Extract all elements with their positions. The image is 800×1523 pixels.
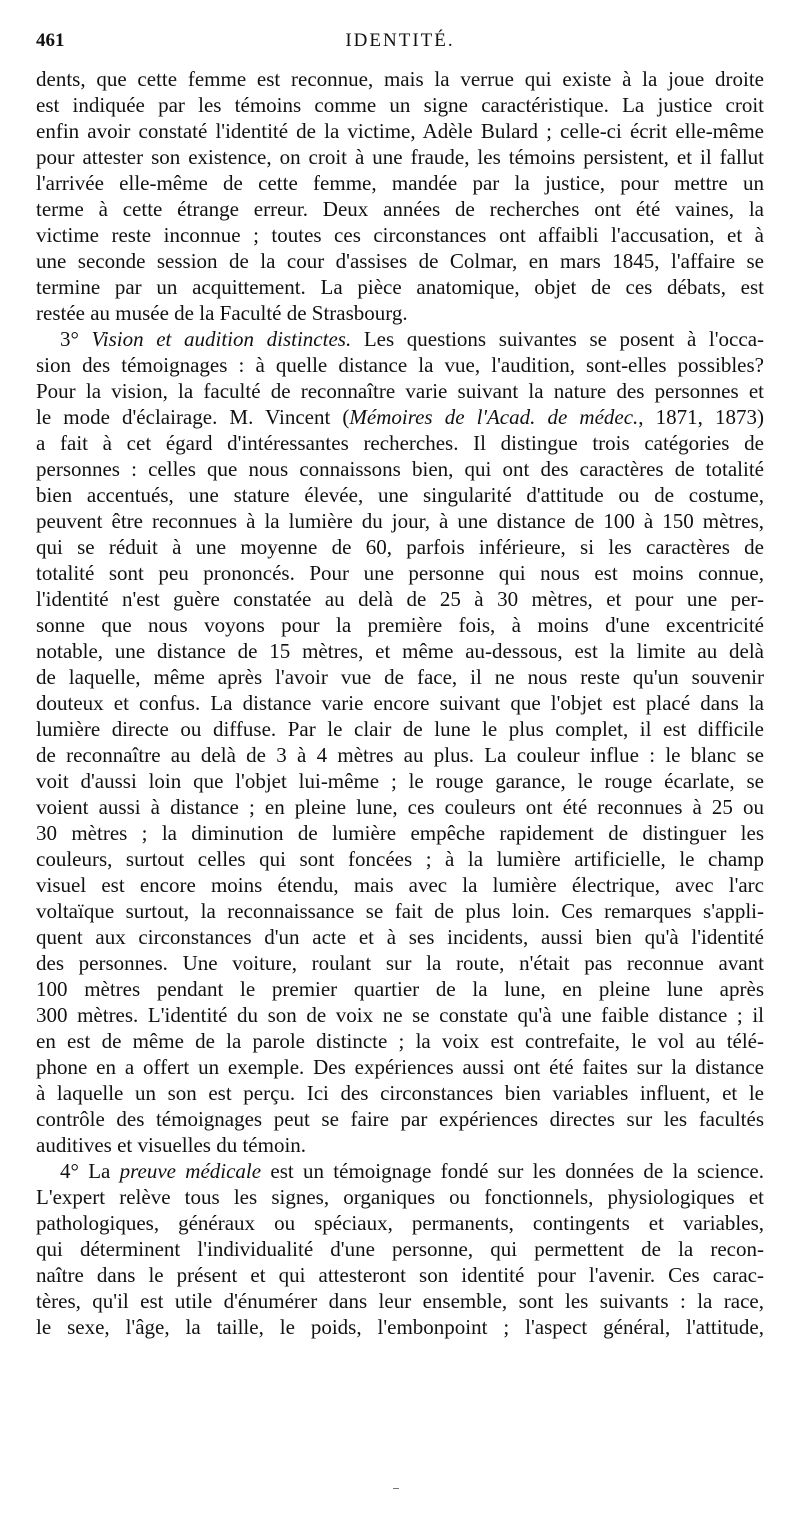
text-segment: visuel est encore moins étendu, mais avec la lumière électrique, avec l'arc: [36, 873, 764, 897]
text-line: [36, 664, 764, 690]
text-line: [36, 248, 764, 274]
text-line: [36, 378, 764, 404]
text-line: [36, 1184, 764, 1210]
text-segment: sion des témoignages : à quelle distance la vue, l'audition, sont-elles possibles?: [36, 353, 764, 377]
text-segment: voient aussi à distance ; en pleine lune, ces couleurs ont été reconnues à 25 ou: [36, 795, 764, 819]
text-segment: quent aux circonstances d'un acte et à ses incidents, aussi bien qu'à l'identité: [36, 925, 764, 949]
running-head: IDENTITÉ.: [345, 30, 455, 51]
text-line: [36, 924, 764, 950]
text-segment: qui déterminent l'individualité d'une personne, qui permettent de la recon-: [36, 1237, 764, 1261]
text-segment: l'arrivée elle-même de cette femme, mandée par la justice, pour mettre un: [36, 171, 764, 195]
text-segment: est un témoignage fondé sur les données de la science.: [261, 1159, 764, 1183]
text-segment: 30 mètres ; la diminution de lumière empêche rapidement de distinguer les: [36, 821, 764, 845]
text-line: [36, 326, 764, 352]
text-line: [36, 742, 764, 768]
text-segment: le sexe, l'âge, la taille, le poids, l'embonpoint ; l'aspect général, l'attitude,: [36, 1315, 764, 1339]
text-segment: des personnes. Une voiture, roulant sur la route, n'était pas reconnue avant: [36, 951, 764, 975]
text-line: [36, 950, 764, 976]
text-line: [36, 1158, 764, 1184]
text-line: [36, 170, 764, 196]
text-line: [36, 456, 764, 482]
text-segment: qui se réduit à une moyenne de 60, parfois inférieure, si les caractères de: [36, 535, 764, 559]
text-line: [36, 118, 764, 144]
text-segment: enfin avoir constaté l'identité de la victime, Adèle Bulard ; celle-ci écrit elle-même: [36, 119, 764, 143]
text-segment: terme à cette étrange erreur. Deux années de recherches ont été vaines, la: [36, 197, 764, 221]
text-line: [36, 144, 764, 170]
text-line: [36, 1236, 764, 1262]
text-line: [36, 404, 764, 430]
italic-segment: preuve médicale: [119, 1159, 262, 1183]
text-line: [36, 300, 764, 326]
text-segment: de reconnaître au delà de 3 à 4 mètres au plus. La couleur influe : le blanc se: [36, 743, 764, 767]
text-line: [36, 768, 764, 794]
text-line: [36, 1028, 764, 1054]
text-line: [36, 508, 764, 534]
text-line: [36, 976, 764, 1002]
page-header: [36, 30, 764, 56]
text-line: [36, 222, 764, 248]
text-line: [36, 898, 764, 924]
text-segment: victime reste inconnue ; toutes ces circonstances ont affaibli l'accusation, et à: [36, 223, 764, 247]
text-line: [36, 92, 764, 118]
text-line: [36, 690, 764, 716]
text-line: [36, 794, 764, 820]
text-segment: pour attester son existence, on croit à une fraude, les témoins persistent, et il fallut: [36, 145, 764, 169]
text-segment: 100 mètres pendant le premier quartier de la lune, en pleine lune après: [36, 977, 764, 1001]
text-segment: personnes : celles que nous connaissons bien, qui ont des caractères de totalité: [36, 457, 764, 481]
text-segment: 300 mètres. L'identité du son de voix ne se constate qu'à une faible distance ; il: [36, 1003, 764, 1027]
text-segment: voit d'aussi loin que l'objet lui-même ; le rouge garance, le rouge écarlate, se: [36, 769, 764, 793]
scan-mark: [393, 1488, 399, 1489]
text-line: [36, 196, 764, 222]
text-segment: Les questions suivantes se posent à l'occa-: [351, 327, 765, 351]
text-segment: Pour la vision, la faculté de reconnaître varie suivant la nature des personnes et: [36, 379, 764, 403]
text-segment: une seconde session de la cour d'assises de Colmar, en mars 1845, l'affaire se: [36, 249, 764, 273]
text-segment: L'expert relève tous les signes, organiques ou fonctionnels, physiologiques et: [36, 1185, 764, 1209]
text-line: [36, 482, 764, 508]
text-segment: pathologiques, généraux ou spéciaux, permanents, contingents et variables,: [36, 1211, 764, 1235]
text-segment: est indiquée par les témoins comme un signe caractéristique. La justice croit: [36, 93, 764, 117]
text-line: [36, 1054, 764, 1080]
text-segment: douteux et confus. La distance varie encore suivant que l'objet est placé dans la: [36, 691, 764, 715]
text-line: [36, 1132, 764, 1158]
text-line: [36, 716, 764, 742]
text-segment: bien accentués, une stature élevée, une singularité d'attitude ou de costume,: [36, 483, 764, 507]
text-line: [36, 846, 764, 872]
text-segment: le mode d'éclairage. M. Vincent (: [36, 405, 350, 429]
text-segment: contrôle des témoignages peut se faire par expériences directes sur les facultés: [36, 1107, 764, 1131]
text-segment: voltaïque surtout, la reconnaissance se fait de plus loin. Ces remarques s'appli-: [36, 899, 764, 923]
text-line: [36, 612, 764, 638]
text-line: [36, 586, 764, 612]
text-line: [36, 1080, 764, 1106]
text-line: [36, 430, 764, 456]
text-line: [36, 1002, 764, 1028]
text-line: [36, 638, 764, 664]
text-line: [36, 1288, 764, 1314]
body-text: [36, 66, 764, 1340]
text-segment: lumière directe ou diffuse. Par le clair de lune le plus complet, il est difficile: [36, 717, 764, 741]
text-segment: phone en a offert un exemple. Des expériences aussi ont été faites sur la distance: [36, 1055, 764, 1079]
text-segment: de laquelle, même après l'avoir vue de face, il ne nous reste qu'un souvenir: [36, 665, 764, 689]
text-segment: couleurs, surtout celles qui sont foncées ; à la lumière artificielle, le champ: [36, 847, 764, 871]
text-segment: tères, qu'il est utile d'énumérer dans leur ensemble, sont les suivants : la race,: [36, 1289, 764, 1313]
text-line: [36, 1106, 764, 1132]
text-segment: notable, une distance de 15 mètres, et même au-dessous, est la limite au delà: [36, 639, 764, 663]
text-line: [36, 534, 764, 560]
text-line: [36, 274, 764, 300]
text-line: [36, 560, 764, 586]
page-number: 461: [36, 30, 65, 51]
text-segment: 4° La: [60, 1159, 120, 1183]
text-segment: sonne que nous voyons pour la première fois, à moins d'une excentricité: [36, 613, 764, 637]
text-segment: totalité sont peu prononcés. Pour une personne qui nous est moins connue,: [36, 561, 764, 585]
text-segment: dents, que cette femme est reconnue, mais la verrue qui existe à la joue droite: [36, 67, 764, 91]
text-line: [36, 1262, 764, 1288]
text-segment: , 1871, 1873): [638, 405, 764, 429]
text-segment: peuvent être reconnues à la lumière du jour, à une distance de 100 à 150 mètres,: [36, 509, 764, 533]
text-segment: auditives et visuelles du témoin.: [36, 1133, 307, 1157]
text-segment: restée au musée de la Faculté de Strasbourg.: [36, 301, 408, 325]
text-line: [36, 1314, 764, 1340]
text-segment: l'identité n'est guère constatée au delà de 25 à 30 mètres, et pour une per-: [36, 587, 764, 611]
text-line: [36, 820, 764, 846]
italic-segment: Vision et audition distinctes.: [91, 327, 352, 351]
text-line: [36, 66, 764, 92]
text-line: [36, 352, 764, 378]
italic-segment: Mémoires de l'Acad. de médec.: [349, 405, 639, 429]
text-segment: naître dans le présent et qui attesteront son identité pour l'avenir. Ces carac-: [36, 1263, 764, 1287]
text-segment: 3°: [60, 327, 92, 351]
text-line: [36, 1210, 764, 1236]
text-segment: a fait à cet égard d'intéressantes recherches. Il distingue trois catégories de: [36, 431, 764, 455]
text-segment: en est de même de la parole distincte ; la voix est contrefaite, le vol au télé-: [36, 1029, 764, 1053]
text-line: [36, 872, 764, 898]
text-segment: à laquelle un son est perçu. Ici des circonstances bien variables influent, et le: [36, 1081, 764, 1105]
text-segment: termine par un acquittement. La pièce anatomique, objet de ces débats, est: [36, 275, 764, 299]
